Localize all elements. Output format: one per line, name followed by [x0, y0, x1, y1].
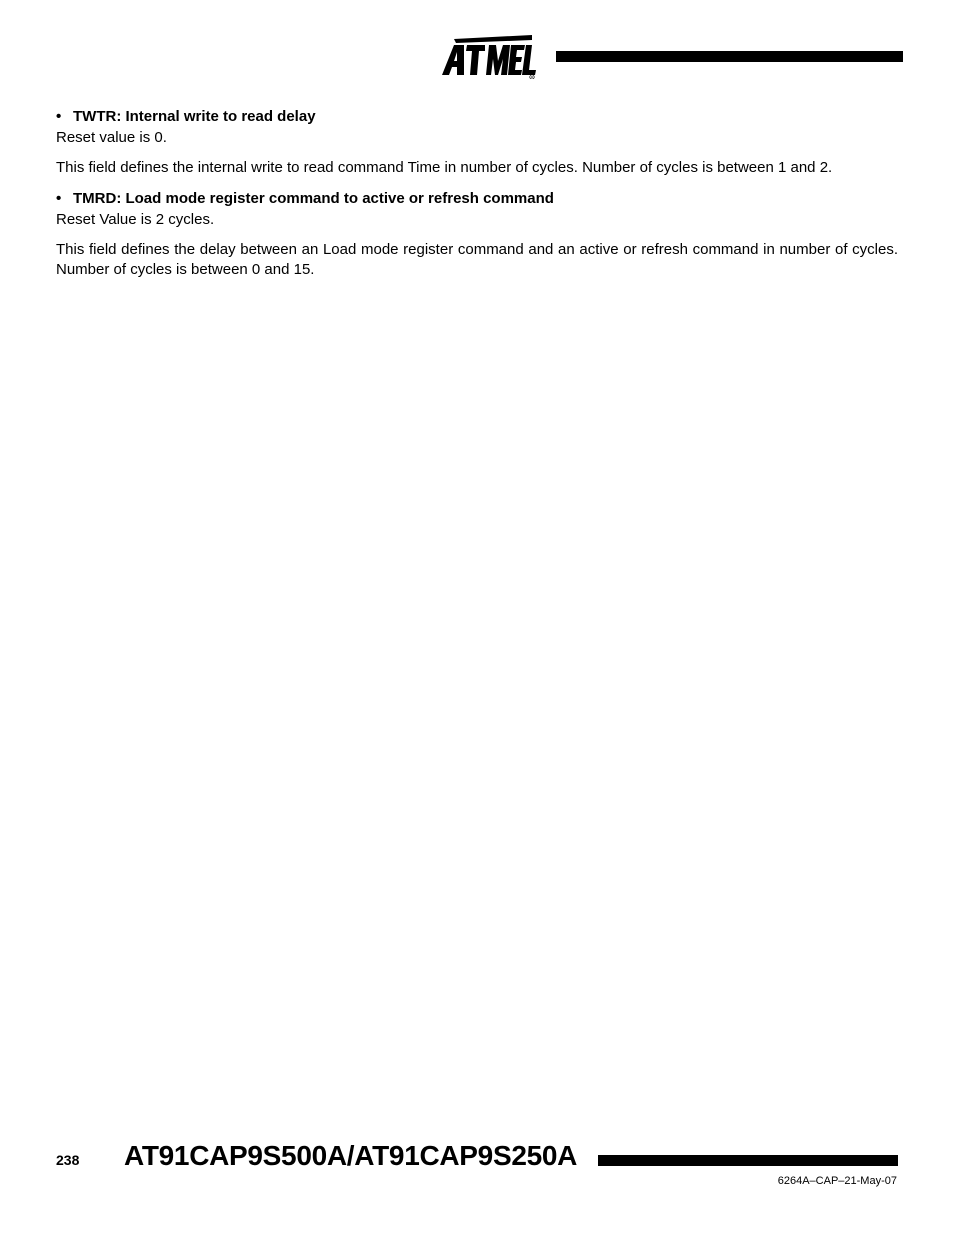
field-heading-text: TMRD: Load mode register command to active or refresh command	[73, 190, 554, 207]
page-content	[56, 107, 898, 280]
field-heading-text: TWTR: Internal write to read delay	[73, 108, 316, 125]
svg-text:R: R	[530, 75, 534, 79]
field-description: This field defines the internal write to read command Time in number of cycles. Number of cycles is between 1 and 2.	[56, 159, 833, 176]
atmel-logo	[440, 33, 538, 79]
bullet-icon: •	[56, 190, 62, 207]
field-section-twtr	[56, 107, 898, 178]
field-section-tmrd	[56, 189, 898, 280]
field-description: This field defines the delay between an Load mode register command and an active or refresh command in number of cycles. Number of cycles is between 0 and 15.	[56, 241, 898, 278]
header-rule	[556, 51, 903, 62]
page-number: 238	[56, 1152, 80, 1168]
footer-rule	[598, 1155, 898, 1166]
field-heading	[56, 107, 898, 127]
document-title: AT91CAP9S500A/AT91CAP9S250A	[124, 1140, 578, 1171]
reset-value-text: Reset value is 0.	[56, 129, 167, 146]
reset-value-text: Reset Value is 2 cycles.	[56, 211, 215, 228]
bullet-icon: •	[56, 108, 62, 125]
document-reference: 6264A–CAP–21-May-07	[777, 1175, 897, 1187]
field-heading	[56, 189, 898, 209]
